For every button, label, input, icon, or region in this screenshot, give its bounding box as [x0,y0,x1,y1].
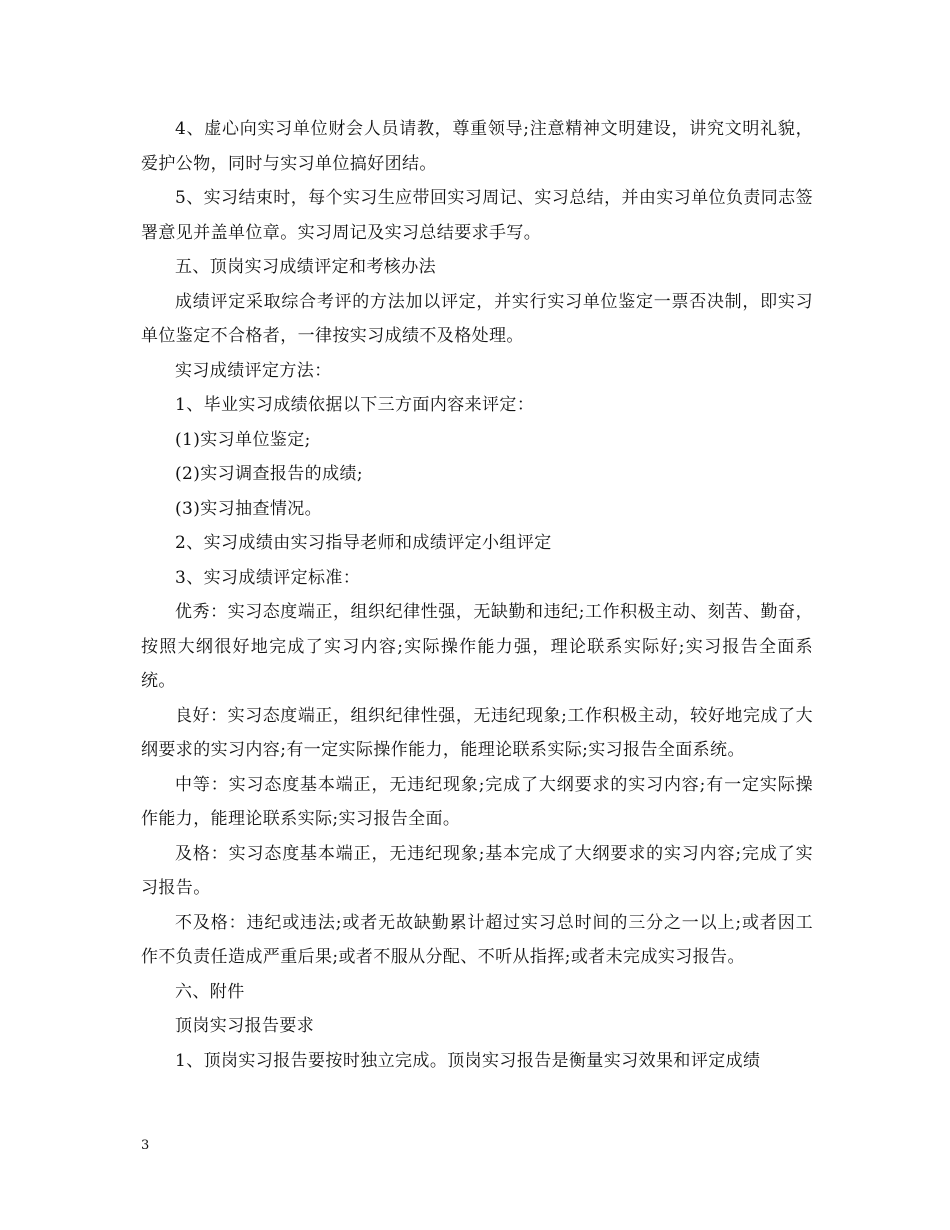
section-heading: 五、顶岗实习成绩评定和考核办法 [175,257,436,277]
subheading: 顶岗实习报告要求 [175,1016,315,1036]
page-number: 3 [141,1138,150,1153]
list-item: (2)实习调查报告的成绩; [175,464,364,484]
paragraph: 实习成绩评定方法： [175,360,332,381]
list-item: 3、实习成绩评定标准： [175,567,361,588]
grade-fail: 不及格：违纪或违法;或者无故缺勤累计超过实习总时间的三分之一以上;或者因工作不负责任造成严重后果;或者不服从分配、不听从指挥;或者未完成实习报告。 [141,912,813,967]
grade-pass: 及格：实习态度基本端正，无违纪现象;基本完成了大纲要求的实习内容;完成了实习报告。 [141,843,813,898]
list-item: 2、实习成绩由实习指导老师和成绩评定小组评定 [175,533,552,553]
paragraph: 1、顶岗实习报告要按时独立完成。顶岗实习报告是衡量实习效果和评定成绩 [175,1050,761,1071]
grade-medium: 中等：实习态度基本端正，无违纪现象;完成了大纲要求的实习内容;有一定实际操作能力，能理论联系实际;实习报告全面。 [141,774,813,829]
grade-good: 良好：实习态度端正，组织纪律性强，无违纪现象;工作积极主动，较好地完成了大纲要求的实习内容;有一定实际操作能力，能理论联系实际;实习报告全面系统。 [141,705,813,760]
grade-excellent: 优秀：实习态度端正，组织纪律性强，无缺勤和违纪;工作积极主动、刻苦、勤奋，按照大纲很好地完成了实习内容;实际操作能力强，理论联系实际好;实习报告全面系统。 [141,602,813,691]
body-text [141,112,813,1078]
paragraph: 4、虚心向实习单位财会人员请教，尊重领导;注意精神文明建设，讲究文明礼貌，爱护公物，同时与实习单位搞好团结。 [141,119,813,174]
list-item: (3)实习抽查情况。 [175,498,323,519]
paragraph: 成绩评定采取综合考评的方法加以评定，并实行实习单位鉴定一票否决制，即实习单位鉴定不合格者，一律按实习成绩不及格处理。 [141,291,813,346]
section-heading: 六、附件 [175,981,245,1002]
list-item: (1)实习单位鉴定; [175,429,311,450]
paragraph: 5、实习结束时，每个实习生应带回实习周记、实习总结，并由实习单位负责同志签署意见并盖单位章。实习周记及实习总结要求手写。 [141,188,813,243]
list-item: 1、毕业实习成绩依据以下三方面内容来评定： [175,395,535,415]
